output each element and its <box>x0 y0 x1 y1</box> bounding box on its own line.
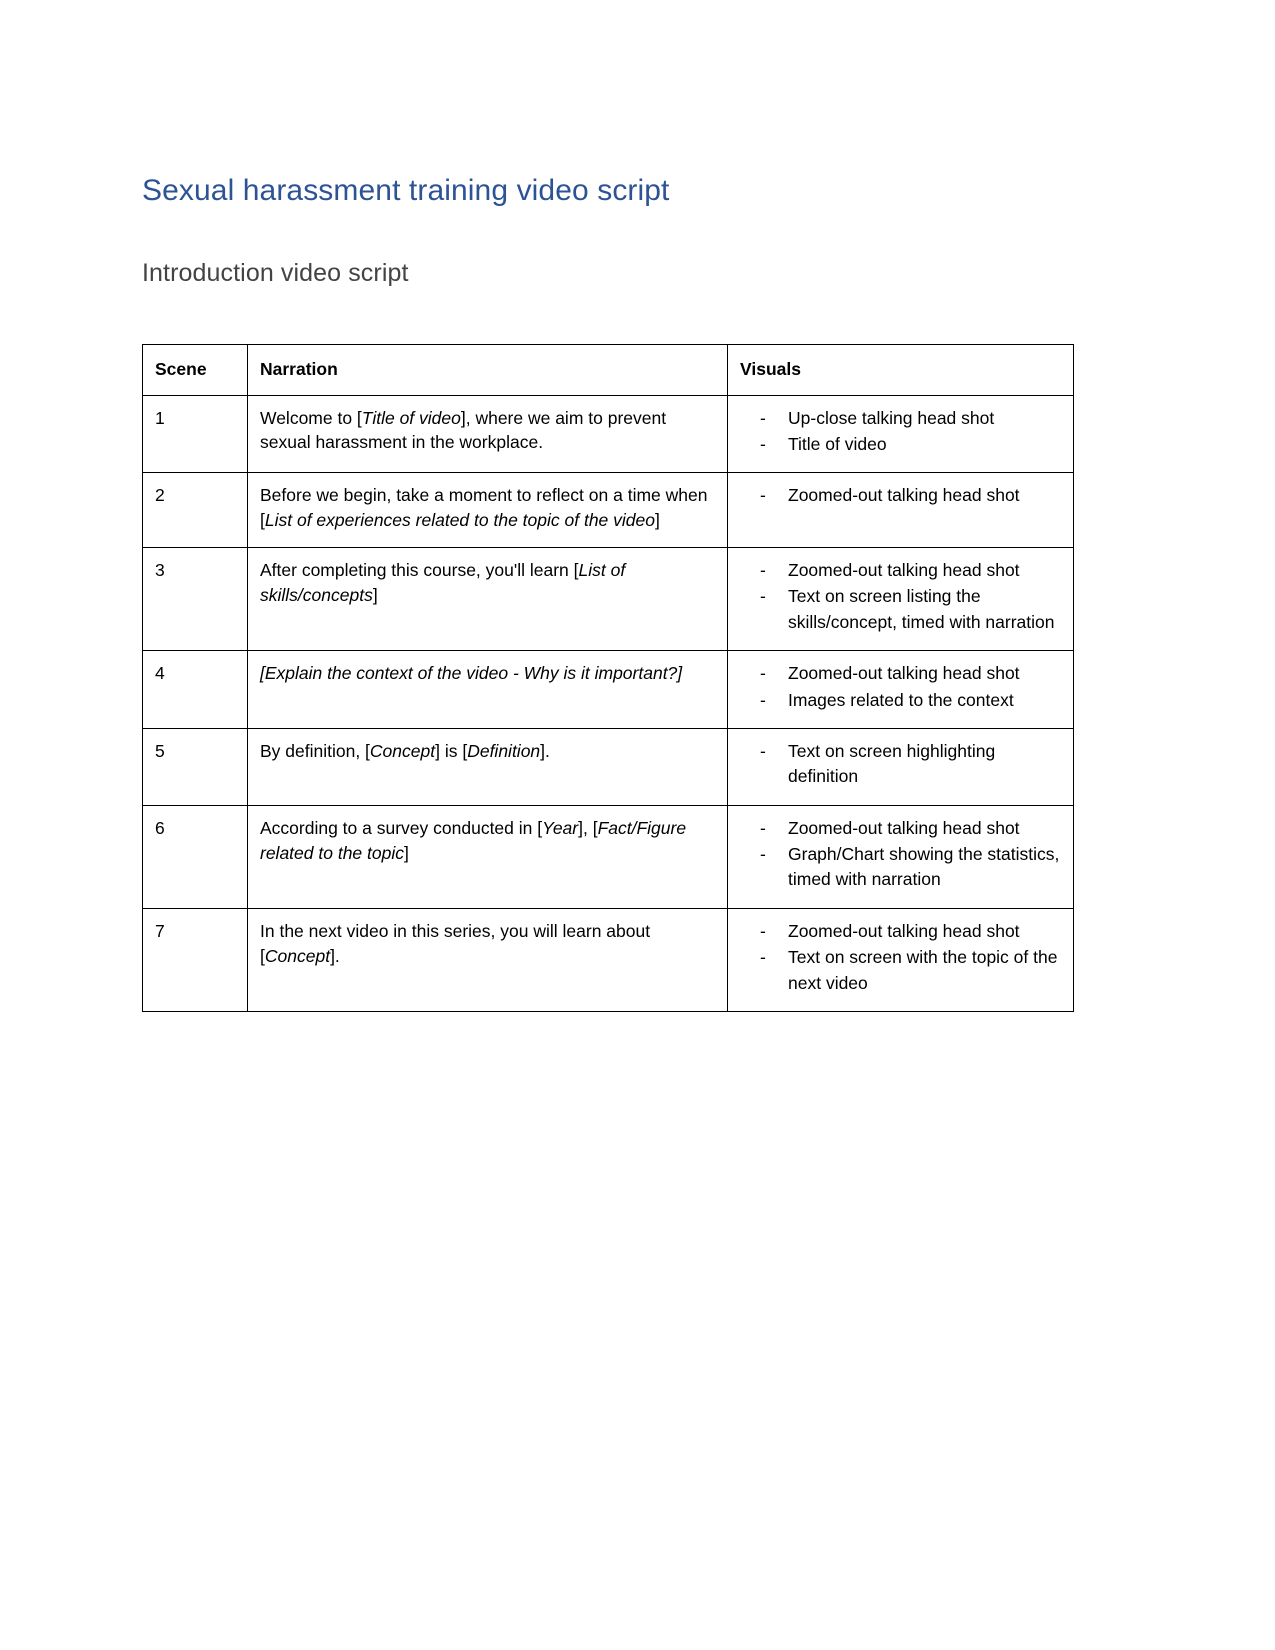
narration-cell: In the next video in this series, you will learn about [Concept]. <box>248 908 728 1011</box>
visuals-list <box>740 483 1061 508</box>
bullet-dash-icon: - <box>760 560 766 581</box>
visuals-item-label: Images related to the context <box>788 689 1014 710</box>
scene-number-cell: 4 <box>143 651 248 729</box>
table-row <box>143 473 1074 548</box>
visuals-list-item <box>740 688 1061 713</box>
visuals-list-item <box>740 842 1061 893</box>
scene-number-cell: 7 <box>143 908 248 1011</box>
visuals-item-label: Graph/Chart showing the statistics, timed with narration <box>788 844 1060 890</box>
table-row <box>143 651 1074 729</box>
narration-cell: By definition, [Concept] is [Definition]. <box>248 728 728 805</box>
bullet-dash-icon: - <box>760 407 766 428</box>
visuals-item-label: Zoomed-out talking head shot <box>788 817 1020 838</box>
visuals-list <box>740 816 1061 893</box>
scene-number-cell: 1 <box>143 395 248 473</box>
narration-cell: [Explain the context of the video - Why is it important?] <box>248 651 728 729</box>
bullet-dash-icon: - <box>760 817 766 838</box>
visuals-list-item <box>740 406 1061 431</box>
visuals-item-label: Up-close talking head shot <box>788 407 995 428</box>
scene-number-cell: 5 <box>143 728 248 805</box>
bullet-dash-icon: - <box>760 689 766 710</box>
table-body <box>143 395 1074 1011</box>
section-heading: Introduction video script <box>142 258 409 287</box>
narration-cell: After completing this course, you'll learn [List of skills/concepts] <box>248 548 728 651</box>
column-header-scene: Scene <box>143 344 248 395</box>
visuals-item-label: Zoomed-out talking head shot <box>788 560 1020 581</box>
visuals-list-item <box>740 919 1061 944</box>
table-row <box>143 395 1074 473</box>
table-row <box>143 908 1074 1011</box>
scene-number-cell: 6 <box>143 805 248 908</box>
bullet-dash-icon: - <box>760 920 766 941</box>
visuals-item-label: Text on screen highlighting definition <box>788 740 996 787</box>
table-row <box>143 548 1074 651</box>
visuals-list <box>740 661 1061 713</box>
visuals-list <box>740 558 1061 635</box>
bullet-dash-icon: - <box>760 433 766 454</box>
visuals-cell <box>728 805 1074 908</box>
table-header-row <box>143 344 1074 395</box>
visuals-list-item <box>740 816 1061 841</box>
visuals-list-item <box>740 739 1061 790</box>
visuals-item-label: Text on screen listing the skills/concept, timed with narration <box>788 586 1055 632</box>
bullet-dash-icon: - <box>760 485 766 506</box>
visuals-list-item <box>740 558 1061 583</box>
visuals-list-item <box>740 584 1061 635</box>
visuals-cell <box>728 473 1074 548</box>
table-row <box>143 728 1074 805</box>
visuals-item-label: Text on screen with the topic of the next video <box>788 947 1058 993</box>
script-table <box>142 344 1074 1012</box>
visuals-list <box>740 406 1061 458</box>
visuals-list <box>740 739 1061 790</box>
page-title: Sexual harassment training video script <box>142 174 670 207</box>
bullet-dash-icon: - <box>760 844 766 865</box>
visuals-list-item <box>740 945 1061 996</box>
scene-number-cell: 2 <box>143 473 248 548</box>
visuals-list-item <box>740 432 1061 457</box>
visuals-cell <box>728 548 1074 651</box>
scene-number-cell: 3 <box>143 548 248 651</box>
visuals-list-item <box>740 483 1061 508</box>
narration-cell: Before we begin, take a moment to reflect on a time when [List of experiences related to the topic of the video] <box>248 473 728 548</box>
column-header-narration: Narration <box>248 344 728 395</box>
visuals-item-label: Zoomed-out talking head shot <box>788 485 1020 506</box>
table-row <box>143 805 1074 908</box>
visuals-item-label: Zoomed-out talking head shot <box>788 920 1020 941</box>
visuals-cell <box>728 395 1074 473</box>
visuals-item-label: Zoomed-out talking head shot <box>788 663 1020 684</box>
bullet-dash-icon: - <box>760 663 766 684</box>
visuals-cell <box>728 651 1074 729</box>
column-header-visuals: Visuals <box>728 344 1074 395</box>
visuals-item-label: Title of video <box>788 433 887 454</box>
visuals-cell <box>728 728 1074 805</box>
bullet-dash-icon: - <box>760 586 766 607</box>
visuals-list <box>740 919 1061 996</box>
narration-cell: Welcome to [Title of video], where we aim to prevent sexual harassment in the workplace. <box>248 395 728 473</box>
visuals-cell <box>728 908 1074 1011</box>
table-header <box>143 344 1074 395</box>
narration-cell: According to a survey conducted in [Year], [Fact/Figure related to the topic] <box>248 805 728 908</box>
bullet-dash-icon: - <box>760 740 766 761</box>
bullet-dash-icon: - <box>760 947 766 968</box>
visuals-list-item <box>740 661 1061 686</box>
